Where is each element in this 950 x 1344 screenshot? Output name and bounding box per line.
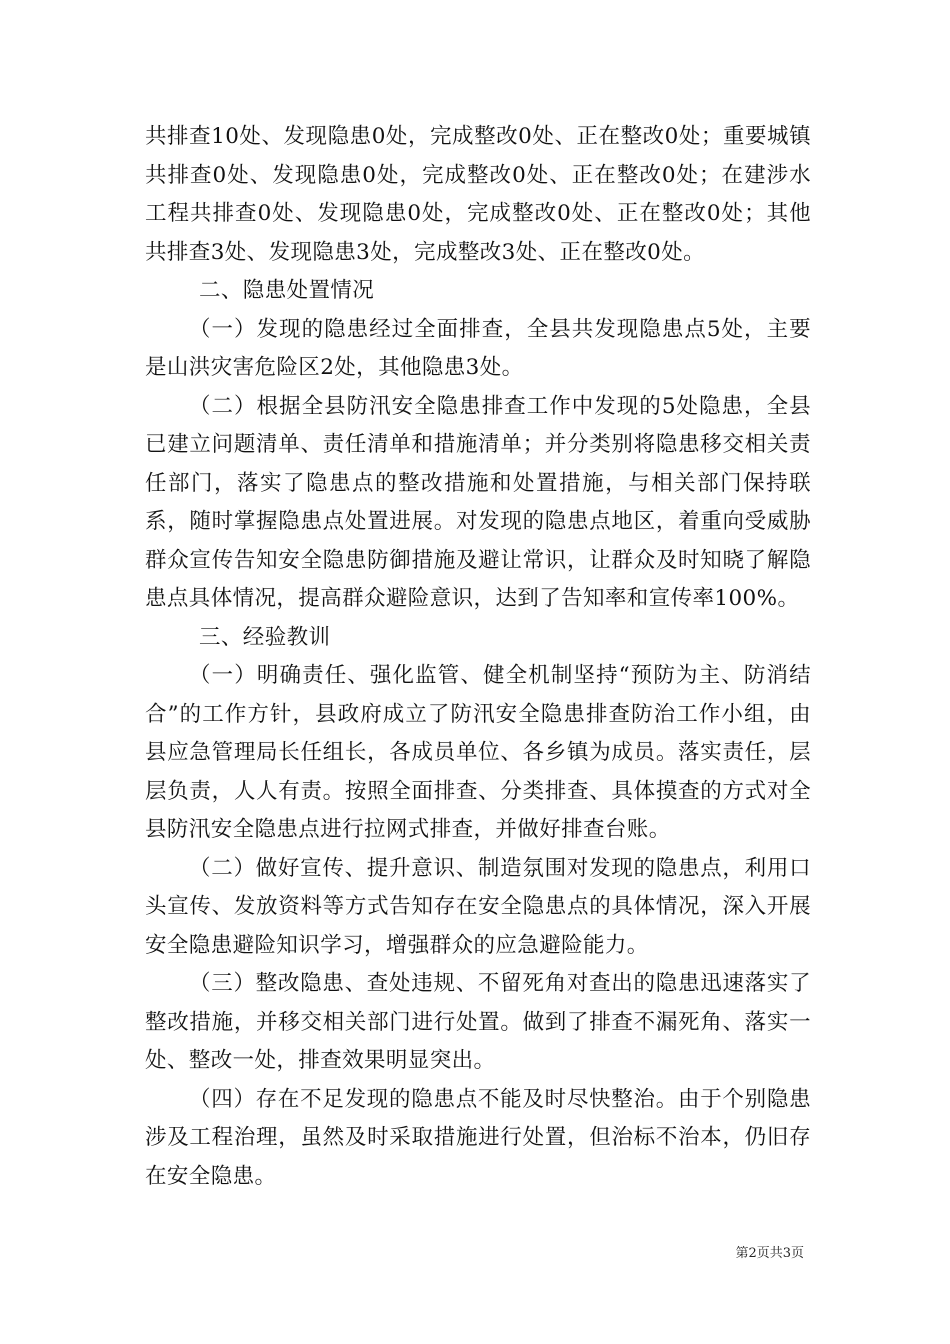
paragraph-3-4: （四）存在不足发现的隐患点不能及时尽快整治。由于个别隐患涉及工程治理，虽然及时采取措施进行处置，但治标不治本，仍旧存在安全隐患。 <box>145 1086 811 1189</box>
section-heading-2: 二、隐患处置情况 <box>199 278 375 303</box>
paragraph-3-3: （三）整改隐患、查处违规、不留死角对查出的隐患迅速落实了整改措施，并移交相关部门进行处置。做到了排查不漏死角、落实一处、整改一处，排查效果明显突出。 <box>145 971 811 1073</box>
paragraph-continuation: 共排查10处、发现隐患0处，完成整改0处、正在整改0处；重要城镇共排查0处、发现隐患0处，完成整改0处、正在整改0处；在建涉水工程共排查0处、发现隐患0处，完成整改0处、正在整改0处；其他共排查3处、发现隐患3处，完成整改3处、正在整改0处。 <box>145 124 811 265</box>
document-body <box>145 118 811 1196</box>
paragraph-3-2: （二）做好宣传、提升意识、制造氛围对发现的隐患点，利用口头宣传、发放资料等方式告知存在安全隐患点的具体情况，深入开展安全隐患避险知识学习，增强群众的应急避险能力。 <box>145 855 811 958</box>
paragraph-3-1: （一）明确责任、强化监管、健全机制坚持“预防为主、防消结合”的工作方针，县政府成立了防汛安全隐患排查防治工作小组，由县应急管理局长任组长，各成员单位、各乡镇为成员。落实责任，层层负责，人人有责。按照全面排查、分类排查、具体摸查的方式对全县防汛安全隐患点进行拉网式排查，并做好排查台账。 <box>145 663 811 842</box>
paragraph-2-2: （二）根据全县防汛安全隐患排查工作中发现的5处隐患，全县已建立问题清单、责任清单和措施清单；并分类别将隐患移交相关责任部门，落实了隐患点的整改措施和处置措施，与相关部门保持联系，随时掌握隐患点处置进展。对发现的隐患点地区，着重向受威胁群众宣传告知安全隐患防御措施及避让常识，让群众及时知晓了解隐患点具体情况，提高群众避险意识，达到了告知率和宣传率100%。 <box>145 393 811 611</box>
paragraph-2-1: （一）发现的隐患经过全面排查，全县共发现隐患点5处，主要是山洪灾害危险区2处，其他隐患3处。 <box>145 316 811 380</box>
page-number: 第2页共3页 <box>735 1246 804 1261</box>
section-heading-3: 三、经验教训 <box>199 624 331 650</box>
